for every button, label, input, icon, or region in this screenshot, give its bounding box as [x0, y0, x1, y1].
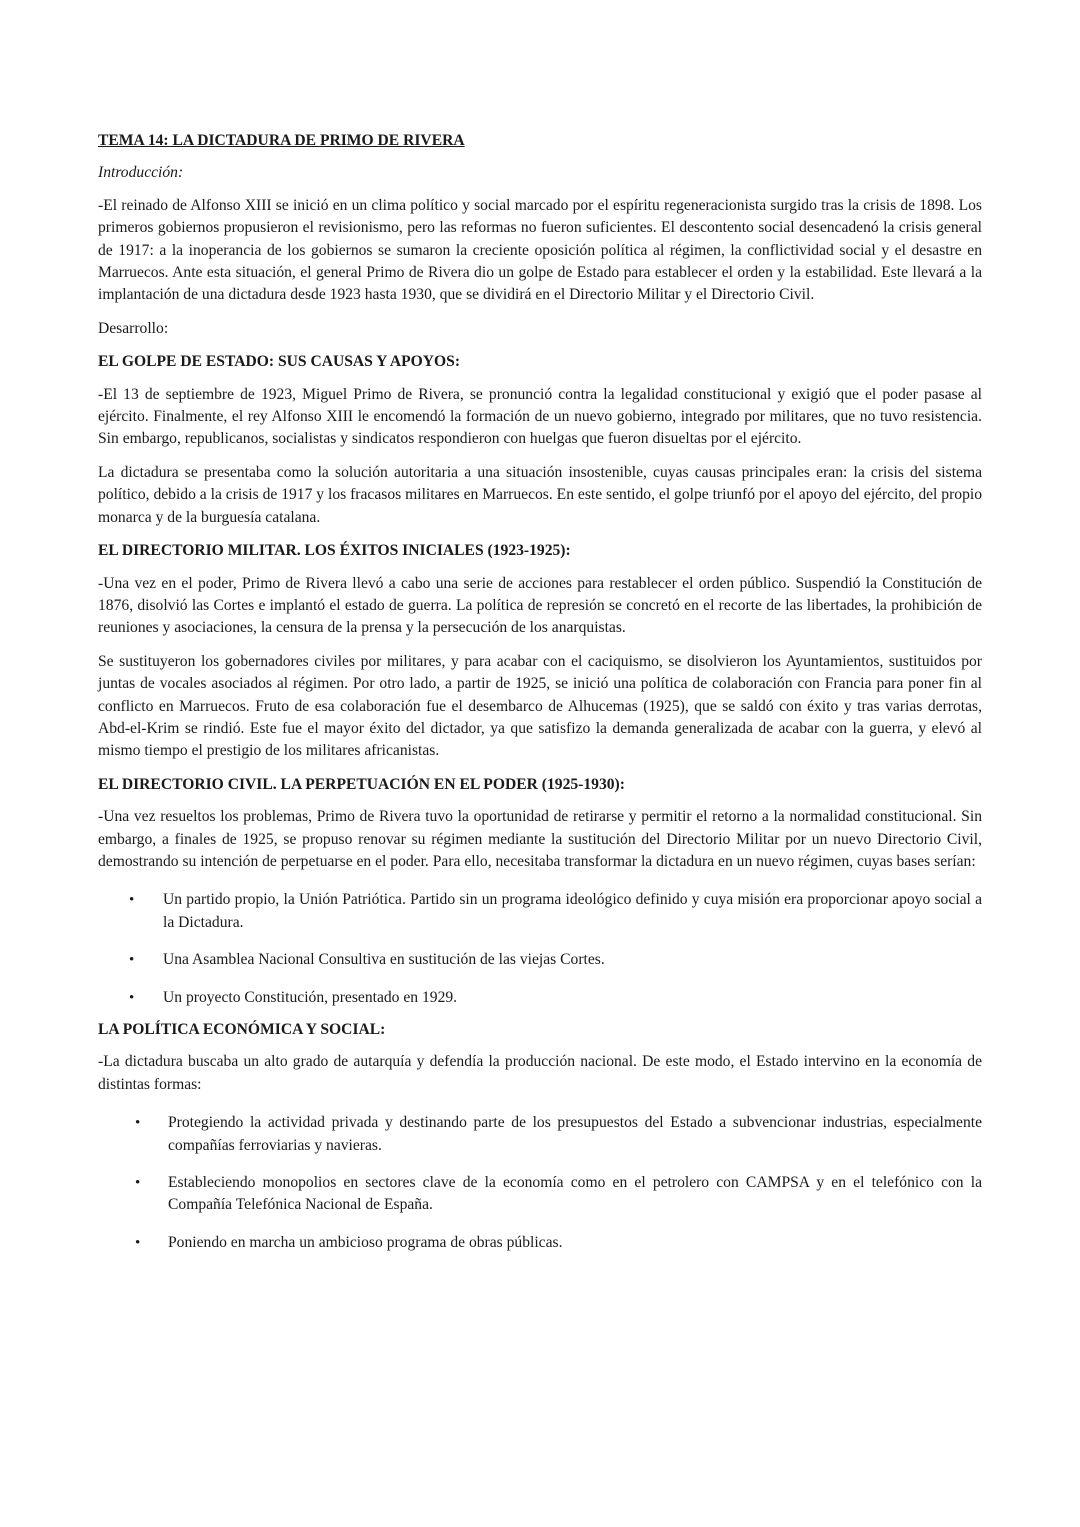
list-item-text: Protegiendo la actividad privada y destinando parte de los presupuestos del Estado a subvencionar industrias, especialmente compañías ferroviarias y navieras. — [168, 1114, 982, 1154]
bullet-icon: • — [129, 952, 135, 969]
section-heading-directorio-militar: EL DIRECTORIO MILITAR. LOS ÉXITOS INICIALES (1923-1925): — [98, 542, 571, 560]
list-item — [98, 1232, 982, 1254]
bullet-icon: • — [135, 1175, 141, 1192]
bullet-icon: • — [135, 1234, 141, 1251]
paragraph: -La dictadura buscaba un alto grado de autarquía y defendía la producción nacional. De este modo, el Estado intervino en la economía de distintas formas: — [98, 1053, 982, 1093]
paragraph: La dictadura se presentaba como la solución autoritaria a una situación insostenible, cuyas causas principales eran: la crisis del sistema político, debido a la crisis de 1917 y los fracasos militares en Marruecos. En este sentido, el golpe triunfó por el apoyo del ejército, del propio monarca y de la burguesía catalana. — [98, 463, 982, 526]
bullet-icon: • — [135, 1115, 141, 1132]
section-heading-golpe: EL GOLPE DE ESTADO: SUS CAUSAS Y APOYOS: — [98, 353, 461, 371]
list-item-text: Poniendo en marcha un ambicioso programa de obras públicas. — [168, 1233, 563, 1251]
introduction-label: Introducción: — [98, 164, 184, 182]
bullet-icon: • — [129, 892, 135, 909]
list-item-text: Estableciendo monopolios en sectores clave de la economía como en el petrolero con CAMPSA y en el telefónico con la Compañía Telefónica Nacional de España. — [168, 1174, 982, 1214]
section-heading-politica-economica: LA POLÍTICA ECONÓMICA Y SOCIAL: — [98, 1021, 386, 1038]
list-item-text: Una Asamblea Nacional Consultiva en sustitución de las viejas Cortes. — [163, 951, 605, 969]
list-item — [98, 1112, 982, 1157]
bullet-list-bases — [98, 889, 982, 1009]
bullet-icon: • — [129, 989, 135, 1006]
list-item — [98, 889, 982, 934]
list-item-text: Un partido propio, la Unión Patriótica. Partido sin un programa ideológico definido y cuya misión era proporcionar apoyo social a la Dictadura. — [163, 891, 982, 931]
paragraph: Se sustituyeron los gobernadores civiles por militares, y para acabar con el caciquismo, se disolvieron los Ayuntamientos, sustituidos por juntas de vocales asociados al régimen. Por otro lado, a partir de 1925, se inició una política de colaboración con Francia para poner fin al conflicto en Marruecos. Fruto de esa colaboración fue el desembarco de Alhucemas (1925), que se saldó con éxito y tras varias derrotas, Abd-el-Krim se rindió. Este fue el mayor éxito del dictador, ya que satisfizo la demanda generalizada de acabar con la guerra, y elevó al mismo tiempo el prestigio de los militares africanistas. — [98, 652, 982, 760]
paragraph: -Una vez en el poder, Primo de Rivera llevó a cabo una serie de acciones para restablecer el orden público. Suspendió la Constitución de 1876, disolvió las Cortes e implantó el estado de guerra. La política de represión se concretó en el recorte de las libertades, la prohibición de reuniones y asociaciones, la censura de la prensa y la persecución de los anarquistas. — [98, 574, 982, 637]
document-page — [98, 130, 982, 1269]
bullet-list-economia — [98, 1112, 982, 1254]
development-label: Desarrollo: — [98, 319, 169, 337]
list-item — [98, 987, 982, 1009]
paragraph: -Una vez resueltos los problemas, Primo de Rivera tuvo la oportunidad de retirarse y permitir el retorno a la normalidad constitucional. Sin embargo, a finales de 1925, se propuso renovar su régimen mediante la sustitución del Directorio Militar por un nuevo Directorio Civil, demostrando su intención de perpetuarse en el poder. Para ello, necesitaba transformar la dictadura en un nuevo régimen, cuyas bases serían: — [98, 808, 982, 870]
section-heading-directorio-civil: EL DIRECTORIO CIVIL. LA PERPETUACIÓN EN EL PODER (1925-1930): — [98, 775, 625, 793]
paragraph: -El 13 de septiembre de 1923, Miguel Primo de Rivera, se pronunció contra la legalidad constitucional y exigió que el poder pasase al ejército. Finalmente, el rey Alfonso XIII le encomendó la formación de un nuevo gobierno, integrado por militares, que no tuvo resistencia. Sin embargo, republicanos, socialistas y sindicatos respondieron con huelgas que fueron disueltas por el ejército. — [98, 385, 982, 448]
list-item-text: Un proyecto Constitución, presentado en 1929. — [163, 988, 458, 1006]
list-item — [98, 1172, 982, 1217]
introduction-paragraph: -El reinado de Alfonso XIII se inició en un clima político y social marcado por el espíritu regeneracionista surgido tras la crisis de 1898. Los primeros gobiernos propusieron el revisionismo, pero las reformas no fueron suficientes. El descontento social desencadenó la crisis general de 1917: a la inoperancia de los gobiernos se sumaron la creciente oposición política al régimen, la conflictividad social y el desastre en Marruecos. Ante esta situación, el general Primo de Rivera dio un golpe de Estado para establecer el orden y la estabilidad. Este llevará a la implantación de una dictadura desde 1923 hasta 1930, que se dividirá en el Directorio Militar y el Directorio Civil. — [98, 196, 982, 304]
document-title: TEMA 14: LA DICTADURA DE PRIMO DE RIVERA — [98, 132, 465, 149]
list-item — [98, 949, 982, 971]
